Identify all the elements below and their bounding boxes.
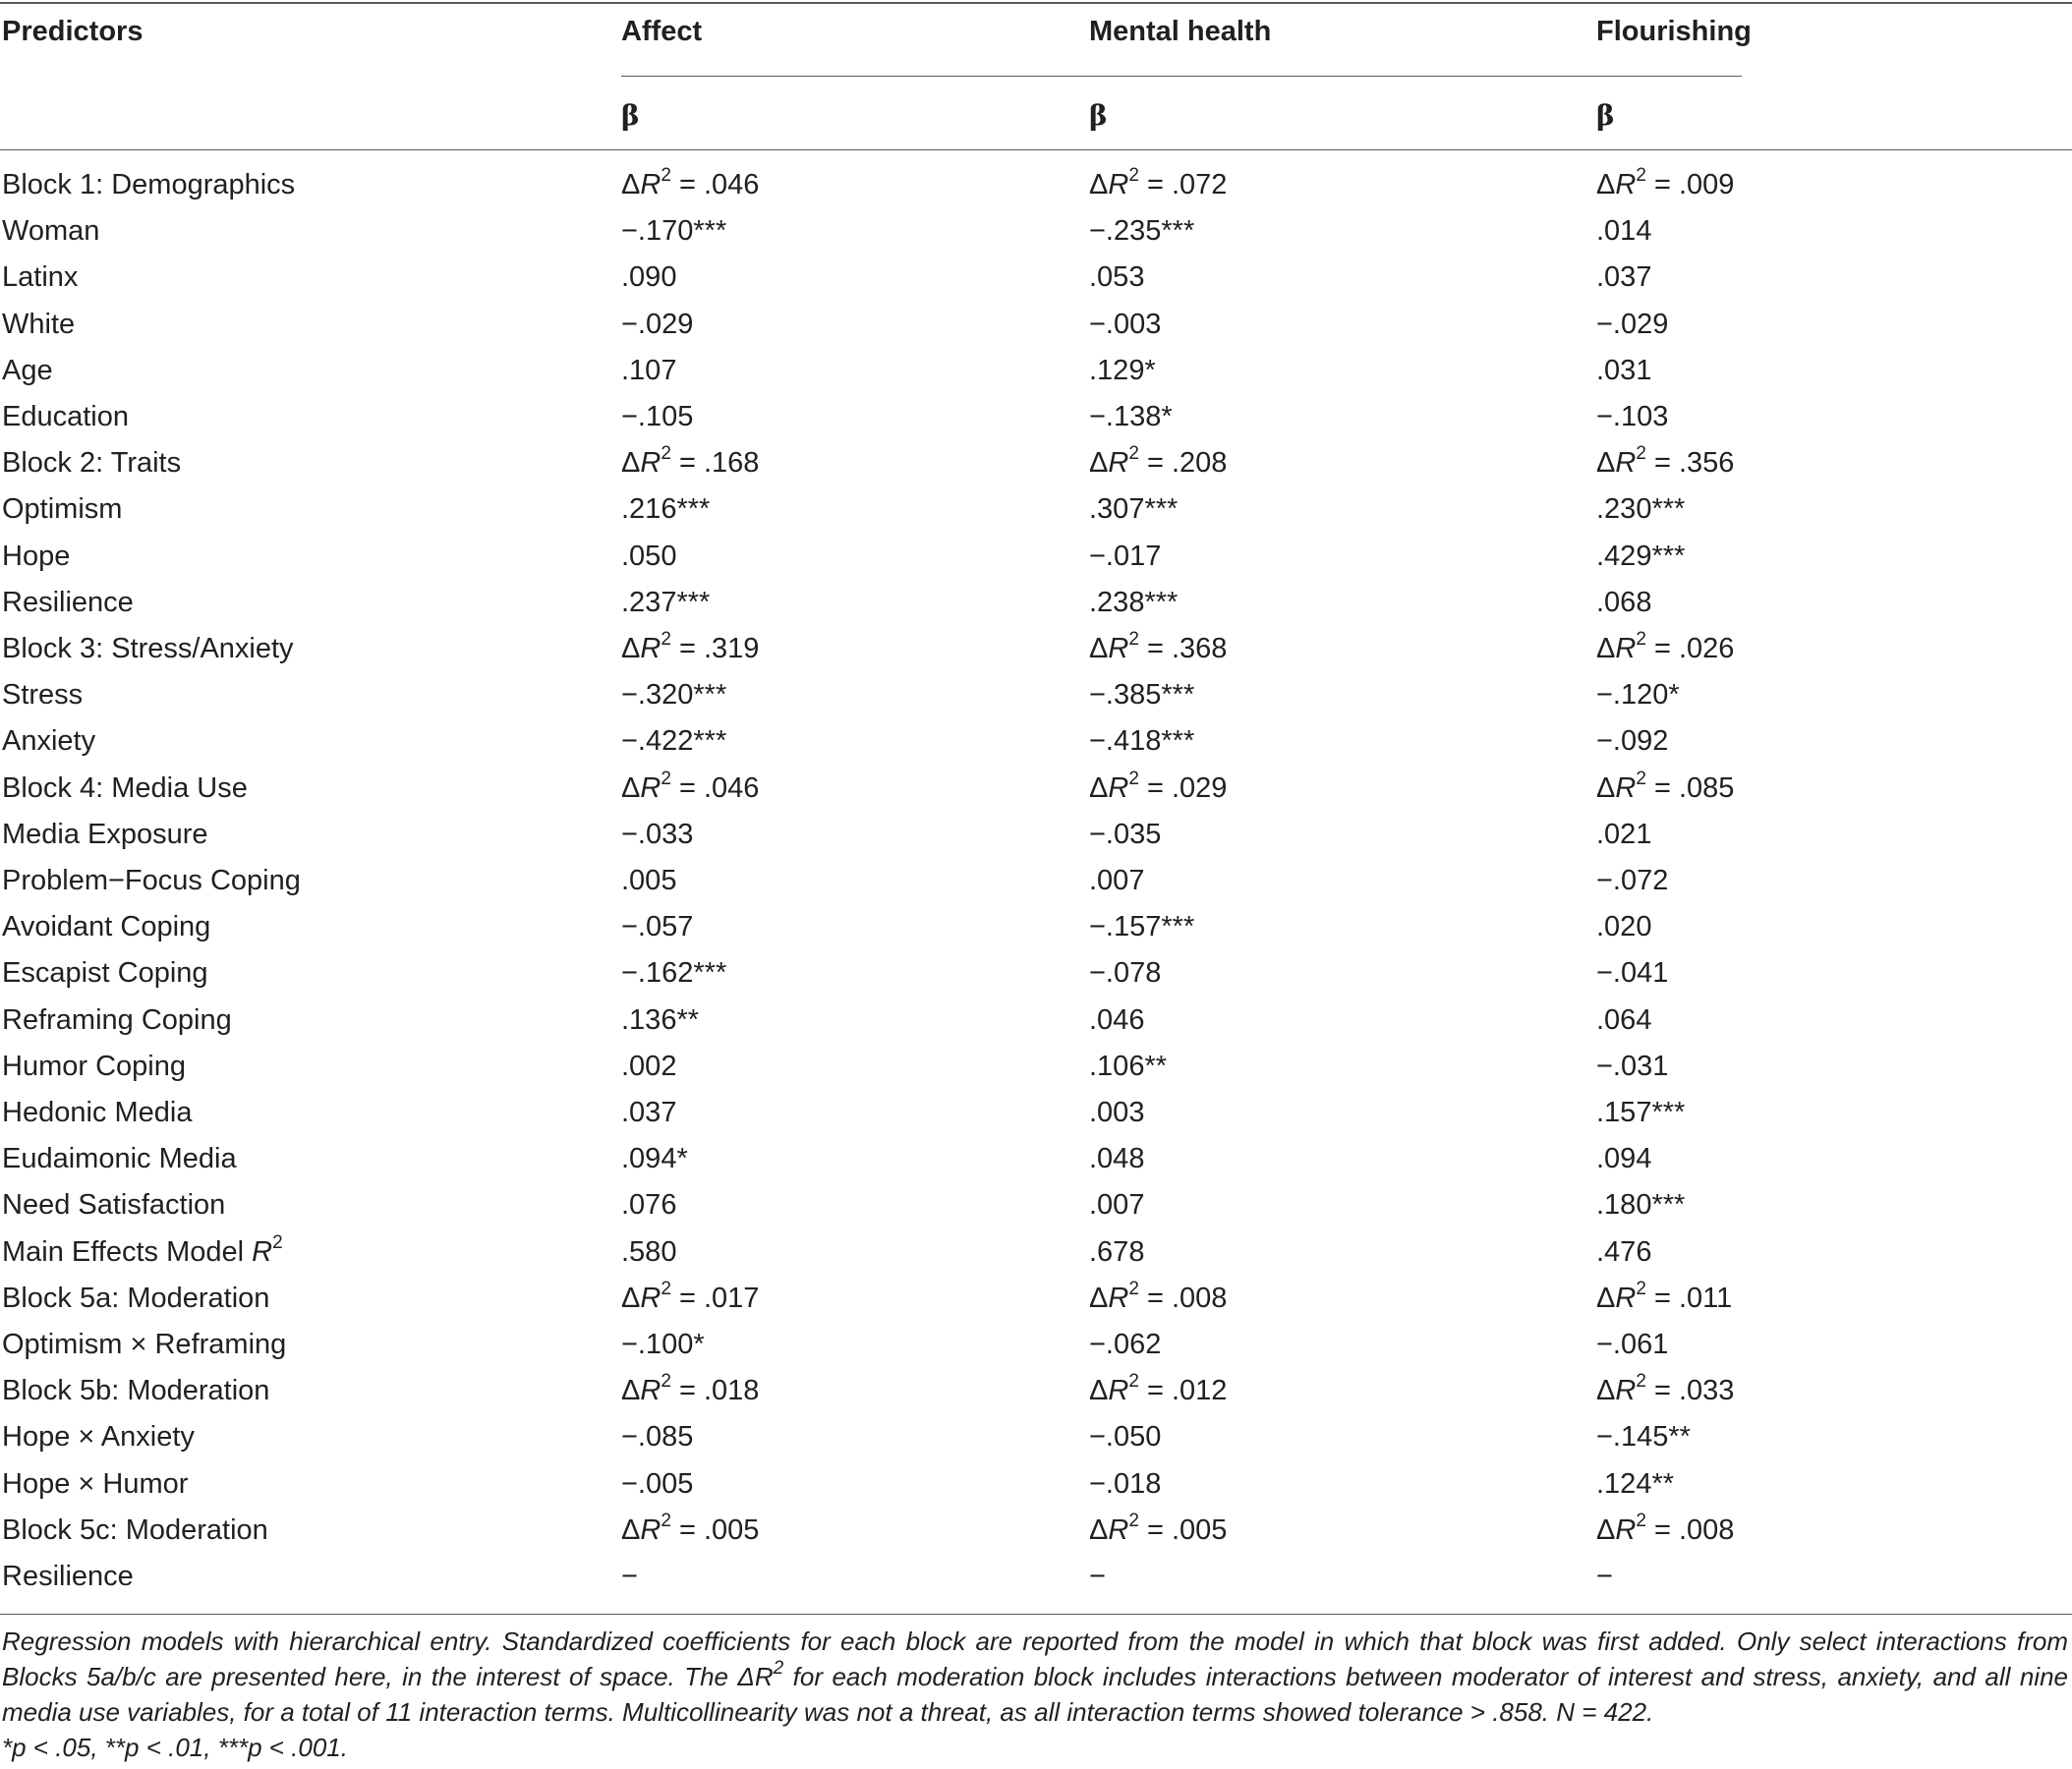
- cell-mental-health: $\Delta R^2 = .208$: [1089, 443, 1228, 479]
- cell-affect: .050: [621, 541, 677, 572]
- row-label: Hope: [2, 541, 71, 572]
- row-label: Optimism: [2, 493, 123, 525]
- cell-flourishing: .064: [1596, 1004, 1652, 1036]
- cell-flourishing: $\Delta R^2 = .009$: [1596, 165, 1735, 200]
- row-label: Block 2: Traits: [2, 447, 182, 479]
- cell-flourishing: −.145**: [1596, 1421, 1691, 1453]
- cell-mental-health: $\Delta R^2 = .072$: [1089, 165, 1228, 200]
- cell-mental-health: $\Delta R^2 = .012$: [1089, 1371, 1228, 1406]
- cell-affect: $\Delta R^2 = .046$: [621, 769, 760, 804]
- cell-mental-health: −: [1089, 1561, 1106, 1592]
- row-label: White: [2, 309, 76, 340]
- row-label: Eudaimonic Media: [2, 1143, 237, 1174]
- cell-affect: .090: [621, 261, 677, 293]
- cell-flourishing: −.092: [1596, 725, 1669, 757]
- beta-label-mental-health: β: [1089, 99, 1108, 132]
- cell-affect: .216***: [621, 493, 711, 525]
- cell-affect: −.105: [621, 401, 694, 432]
- cell-affect: .076: [621, 1189, 677, 1221]
- cell-affect: .037: [621, 1097, 677, 1128]
- cell-mental-health: .046: [1089, 1004, 1145, 1036]
- cell-mental-health: $\Delta R^2 = .029$: [1089, 769, 1228, 804]
- table-header-rule: [0, 149, 2072, 150]
- cell-affect: −: [621, 1561, 638, 1592]
- cell-flourishing: .021: [1596, 819, 1652, 850]
- cell-flourishing: .124**: [1596, 1468, 1675, 1500]
- cell-mental-health: .048: [1089, 1143, 1145, 1174]
- cell-mental-health: −.018: [1089, 1468, 1162, 1500]
- cell-affect: .580: [621, 1236, 677, 1268]
- cell-affect: −.170***: [621, 215, 727, 247]
- cell-flourishing: .014: [1596, 215, 1652, 247]
- cell-affect: −.057: [621, 911, 694, 942]
- header-mental-health: Mental health: [1089, 16, 1272, 47]
- beta-label-flourishing: β: [1596, 99, 1615, 132]
- beta-label-affect: β: [621, 99, 640, 132]
- cell-mental-health: .053: [1089, 261, 1145, 293]
- cell-mental-health: $\Delta R^2 = .005$: [1089, 1511, 1228, 1546]
- cell-flourishing: $\Delta R^2 = .011$: [1596, 1279, 1733, 1314]
- row-label: Humor Coping: [2, 1051, 186, 1082]
- row-label: Block 5b: Moderation: [2, 1375, 270, 1406]
- row-label: Avoidant Coping: [2, 911, 211, 942]
- row-label: Main Effects Model $R^2$: [2, 1232, 283, 1268]
- row-label: Block 3: Stress/Anxiety: [2, 633, 294, 664]
- cell-flourishing: $\Delta R^2 = .008$: [1596, 1511, 1735, 1546]
- cell-mental-health: −.235***: [1089, 215, 1195, 247]
- cell-affect: −.029: [621, 309, 694, 340]
- cell-affect: .136**: [621, 1004, 700, 1036]
- cell-affect: $\Delta R^2 = .319$: [621, 629, 760, 664]
- cell-mental-health: −.157***: [1089, 911, 1195, 942]
- cell-flourishing: −.041: [1596, 957, 1669, 989]
- cell-affect: $\Delta R^2 = .018$: [621, 1371, 760, 1406]
- row-label: Reframing Coping: [2, 1004, 232, 1036]
- cell-flourishing: .476: [1596, 1236, 1652, 1268]
- cell-flourishing: .037: [1596, 261, 1652, 293]
- cell-flourishing: $\Delta R^2 = .085$: [1596, 769, 1735, 804]
- cell-flourishing: −.120*: [1596, 679, 1680, 711]
- row-label: Block 5c: Moderation: [2, 1514, 268, 1546]
- row-label: Need Satisfaction: [2, 1189, 226, 1221]
- cell-flourishing: −.029: [1596, 309, 1669, 340]
- cell-mental-health: .129*: [1089, 355, 1156, 386]
- cell-mental-health: .238***: [1089, 587, 1179, 618]
- cell-flourishing: −: [1596, 1561, 1613, 1592]
- row-label: Optimism × Reframing: [2, 1329, 287, 1360]
- cell-mental-health: .007: [1089, 1189, 1145, 1221]
- footnote-sup: 2: [773, 1658, 784, 1680]
- cell-flourishing: .157***: [1596, 1097, 1686, 1128]
- cell-flourishing: −.031: [1596, 1051, 1669, 1082]
- row-label: Problem−Focus Coping: [2, 865, 301, 896]
- cell-flourishing: $\Delta R^2 = .033$: [1596, 1371, 1735, 1406]
- row-label: Block 4: Media Use: [2, 772, 248, 804]
- cell-mental-health: .106**: [1089, 1051, 1168, 1082]
- cell-flourishing: .429***: [1596, 541, 1686, 572]
- cell-mental-health: −.035: [1089, 819, 1162, 850]
- row-label: Anxiety: [2, 725, 96, 757]
- cell-affect: −.085: [621, 1421, 694, 1453]
- header-predictors: Predictors: [2, 16, 144, 47]
- cell-affect: .237***: [621, 587, 711, 618]
- table-top-rule: [0, 2, 2072, 4]
- cell-affect: −.005: [621, 1468, 694, 1500]
- cell-affect: −.100*: [621, 1329, 705, 1360]
- cell-affect: .002: [621, 1051, 677, 1082]
- row-label: Hedonic Media: [2, 1097, 193, 1128]
- row-label: Latinx: [2, 261, 79, 293]
- row-label: Woman: [2, 215, 100, 247]
- cell-mental-health: −.017: [1089, 541, 1162, 572]
- cell-mental-health: −.078: [1089, 957, 1162, 989]
- cell-flourishing: −.072: [1596, 865, 1669, 896]
- cell-affect: $\Delta R^2 = .046$: [621, 165, 760, 200]
- footnote-text-1: Regression models with hierarchical entry. Standardized coefficients for each block are reported from the model in which that block was first added. Only select interactions from Blocks 5a/b/c are presented here, in the interest of space. The ΔR: [2, 1626, 2068, 1691]
- footnote-text-2: for each moderation block includes interactions between moderator of interest and stress, anxiety, and all nine media use variables, for a total of 11 interaction terms. Multicollinearity was not a threat, as all interaction terms showed tolerance > .858. N = 422.: [2, 1662, 2068, 1727]
- cell-mental-health: .678: [1089, 1236, 1145, 1268]
- cell-affect: −.320***: [621, 679, 727, 711]
- cell-flourishing: .020: [1596, 911, 1652, 942]
- cell-affect: .005: [621, 865, 677, 896]
- table-footnote: [2, 1624, 2068, 1765]
- cell-mental-health: −.418***: [1089, 725, 1195, 757]
- table-bottom-rule: [0, 1614, 2072, 1615]
- cell-flourishing: $\Delta R^2 = .026$: [1596, 629, 1735, 664]
- cell-affect: −.033: [621, 819, 694, 850]
- row-label: Resilience: [2, 1561, 134, 1592]
- header-sub-rule: [621, 76, 1742, 77]
- row-label: Hope × Anxiety: [2, 1421, 195, 1453]
- cell-affect: −.162***: [621, 957, 727, 989]
- cell-flourishing: −.061: [1596, 1329, 1669, 1360]
- cell-mental-health: $\Delta R^2 = .368$: [1089, 629, 1228, 664]
- cell-mental-health: −.062: [1089, 1329, 1162, 1360]
- row-label: Escapist Coping: [2, 957, 208, 989]
- footnote-significance: *p < .05, **p < .01, ***p < .001.: [2, 1733, 348, 1762]
- cell-flourishing: .180***: [1596, 1189, 1686, 1221]
- row-label: Block 5a: Moderation: [2, 1283, 270, 1314]
- cell-affect: $\Delta R^2 = .017$: [621, 1279, 760, 1314]
- row-label: Stress: [2, 679, 84, 711]
- cell-affect: $\Delta R^2 = .168$: [621, 443, 760, 479]
- cell-affect: .107: [621, 355, 677, 386]
- cell-flourishing: $\Delta R^2 = .356$: [1596, 443, 1735, 479]
- cell-mental-health: −.385***: [1089, 679, 1195, 711]
- cell-flourishing: .230***: [1596, 493, 1686, 525]
- cell-mental-health: $\Delta R^2 = .008$: [1089, 1279, 1228, 1314]
- cell-flourishing: −.103: [1596, 401, 1669, 432]
- cell-affect: −.422***: [621, 725, 727, 757]
- cell-flourishing: .068: [1596, 587, 1652, 618]
- row-label: Age: [2, 355, 53, 386]
- row-label: Block 1: Demographics: [2, 169, 296, 200]
- cell-mental-health: .003: [1089, 1097, 1145, 1128]
- header-affect: Affect: [621, 16, 703, 47]
- cell-mental-health: .307***: [1089, 493, 1179, 525]
- row-label: Hope × Humor: [2, 1468, 189, 1500]
- cell-mental-health: −.050: [1089, 1421, 1162, 1453]
- cell-flourishing: .031: [1596, 355, 1652, 386]
- cell-mental-health: −.138*: [1089, 401, 1173, 432]
- cell-mental-health: −.003: [1089, 309, 1162, 340]
- row-label: Media Exposure: [2, 819, 208, 850]
- cell-flourishing: .094: [1596, 1143, 1652, 1174]
- cell-affect: $\Delta R^2 = .005$: [621, 1511, 760, 1546]
- cell-affect: .094*: [621, 1143, 688, 1174]
- row-label: Resilience: [2, 587, 134, 618]
- cell-mental-health: .007: [1089, 865, 1145, 896]
- header-flourishing: Flourishing: [1596, 16, 1752, 47]
- row-label: Education: [2, 401, 129, 432]
